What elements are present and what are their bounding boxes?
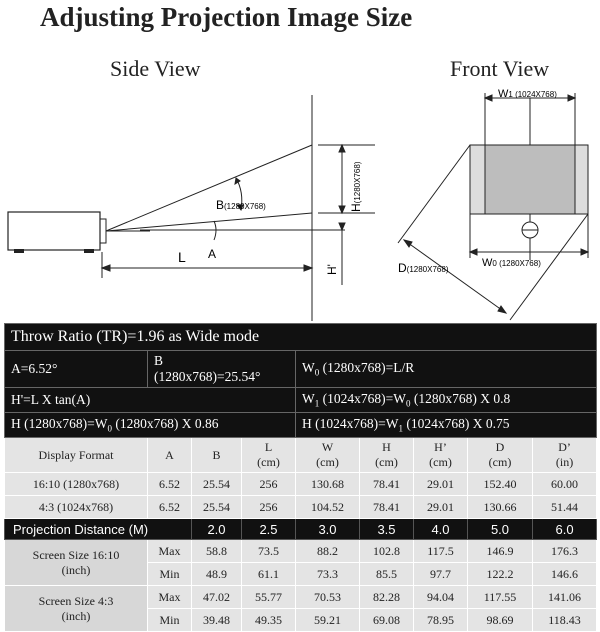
- column-header-unit: (cm): [316, 455, 339, 469]
- column-header-name: B: [212, 447, 221, 462]
- column-header-name: W: [321, 440, 334, 454]
- min-max-label: Max: [148, 540, 192, 563]
- table-cell: 29.01: [414, 473, 468, 496]
- side-view-label: Side View: [110, 56, 201, 81]
- screen-size-value: 73.5: [242, 540, 296, 563]
- screen-size-value: 141.06: [533, 586, 597, 609]
- table-cell: 256: [242, 473, 296, 496]
- column-header-unit: (in): [555, 455, 574, 469]
- screen-size-value: 122.2: [468, 563, 533, 586]
- column-header: [148, 438, 192, 473]
- table-cell: 25.54: [192, 473, 242, 496]
- table-cell: 25.54: [192, 496, 242, 519]
- screen-size-label-line1: Screen Size 16:10: [32, 547, 120, 562]
- table-cell: 78.41: [360, 473, 414, 496]
- row-label: 4:3 (1024x768): [5, 496, 148, 519]
- projection-distance-label: Projection Distance (M): [5, 519, 192, 540]
- projection-distance-value: 2.0: [192, 519, 242, 540]
- column-header-unit: (cm): [257, 455, 280, 469]
- column-header: [360, 438, 414, 473]
- column-header-name: Display Format: [38, 447, 114, 462]
- projection-distance-row: [5, 519, 597, 540]
- formula-a: A=6.52°: [5, 351, 148, 388]
- screen-size-value: 97.7: [414, 563, 468, 586]
- screen-size-value: 176.3: [533, 540, 597, 563]
- screen-size-value: 48.9: [192, 563, 242, 586]
- table-cell: 130.68: [296, 473, 360, 496]
- formula-b: B (1280x768)=25.54°: [148, 351, 296, 388]
- table-row: [5, 473, 597, 496]
- screen-size-value: 146.9: [468, 540, 533, 563]
- column-header: [414, 438, 468, 473]
- screen-size-value: 88.2: [296, 540, 360, 563]
- formula-h1280: H $(1280x768)=W_0$ (1280x768) X 0.86: [5, 413, 296, 438]
- screen-size-row: [5, 586, 597, 609]
- width-w1-label: W1 (1024X768): [498, 88, 557, 100]
- distance-l-label: L: [178, 249, 186, 265]
- table-cell: 256: [242, 496, 296, 519]
- width-w0-label: W0 (1280X768): [482, 257, 541, 269]
- screen-size-value: 78.95: [414, 609, 468, 632]
- min-max-label: Max: [148, 586, 192, 609]
- diagonal-d-label: D(1280X768): [398, 261, 449, 275]
- column-header-name: D’: [558, 440, 571, 454]
- screen-size-label-line2: (inch): [61, 608, 91, 623]
- height-h-label: H(1280X768): [349, 161, 363, 212]
- row-label: 16:10 (1280x768): [5, 473, 148, 496]
- screen-size-value: 117.5: [414, 540, 468, 563]
- screen-size-value: 146.6: [533, 563, 597, 586]
- dimension-header-row: [5, 438, 597, 473]
- column-header-unit: (cm): [429, 455, 452, 469]
- table-cell: 130.66: [468, 496, 533, 519]
- column-header-name: A: [165, 447, 174, 462]
- front-view-lines: [398, 93, 588, 320]
- formula-hprime: H'=L X tan(A): [5, 388, 296, 413]
- screen-size-label-line1: Screen Size 4:3: [38, 593, 114, 608]
- table-cell: 152.40: [468, 473, 533, 496]
- screen-size-label-line2: (inch): [61, 562, 91, 577]
- screen-size-value: 73.3: [296, 563, 360, 586]
- formula-h1024: H $(1024x768)=W_1$ (1024x768) X 0.75: [296, 413, 597, 438]
- angle-b-label: B(1280X768): [216, 198, 266, 212]
- screen-size-value: 61.1: [242, 563, 296, 586]
- min-max-label: Min: [148, 563, 192, 586]
- formula-w0: $W_0$ (1280x768)=L/R: [296, 351, 597, 388]
- screen-size-label: [5, 540, 148, 586]
- table-cell: 29.01: [414, 496, 468, 519]
- screen-size-value: 58.8: [192, 540, 242, 563]
- min-max-label: Min: [148, 609, 192, 632]
- screen-size-row: [5, 540, 597, 563]
- throw-ratio-header: Throw Ratio (TR)=1.96 as Wide mode: [5, 324, 597, 351]
- table-row: [5, 496, 597, 519]
- projection-distance-value: 3.0: [296, 519, 360, 540]
- formula-w1: $W_1$ $(1024x768)=W_0$ (1280x768) X 0.8: [296, 388, 597, 413]
- projection-distance-value: 2.5: [242, 519, 296, 540]
- column-header-unit: (cm): [488, 455, 512, 469]
- column-header: [296, 438, 360, 473]
- column-header-name: D: [495, 440, 505, 454]
- dimension-grid: [5, 438, 597, 519]
- angle-a-label: A: [208, 247, 217, 261]
- column-header: [533, 438, 597, 473]
- column-header: [192, 438, 242, 473]
- projection-distance-value: 3.5: [360, 519, 414, 540]
- screen-size-value: 102.8: [360, 540, 414, 563]
- page-title: Adjusting Projection Image Size: [40, 2, 413, 32]
- screen-size-value: 94.04: [414, 586, 468, 609]
- column-header: [5, 438, 148, 473]
- column-header-name: L: [264, 440, 273, 454]
- table-cell: 6.52: [148, 473, 192, 496]
- screen-size-value: 98.69: [468, 609, 533, 632]
- screen-size-value: 55.77: [242, 586, 296, 609]
- projection-grid: [5, 519, 597, 632]
- column-header: [242, 438, 296, 473]
- projection-distance-value: 5.0: [468, 519, 533, 540]
- screen-size-value: 59.21: [296, 609, 360, 632]
- screen-size-label: [5, 586, 148, 632]
- projector-icon: [8, 212, 106, 253]
- column-header-name: H: [382, 440, 391, 454]
- screen-size-value: 85.5: [360, 563, 414, 586]
- screen-size-value: 118.43: [533, 609, 597, 632]
- table-cell: 78.41: [360, 496, 414, 519]
- projection-diagram: [0, 70, 600, 322]
- screen-size-value: 47.02: [192, 586, 242, 609]
- screen-size-value: 39.48: [192, 609, 242, 632]
- table-cell: 60.00: [533, 473, 597, 496]
- table-cell: 104.52: [296, 496, 360, 519]
- offset-hprime-label: H': [325, 264, 339, 275]
- projection-distance-value: 6.0: [533, 519, 597, 540]
- screen-size-value: 117.55: [468, 586, 533, 609]
- projection-distance-value: 4.0: [414, 519, 468, 540]
- table-cell: 6.52: [148, 496, 192, 519]
- screen-size-value: 69.08: [360, 609, 414, 632]
- front-view-label: Front View: [450, 56, 550, 81]
- screen-size-value: 70.53: [296, 586, 360, 609]
- column-header: [468, 438, 533, 473]
- screen-size-value: 49.35: [242, 609, 296, 632]
- table-cell: 51.44: [533, 496, 597, 519]
- specifications-table: [4, 323, 596, 632]
- screen-size-value: 82.28: [360, 586, 414, 609]
- column-header-name: H’: [434, 440, 447, 454]
- column-header-unit: (cm): [375, 455, 398, 469]
